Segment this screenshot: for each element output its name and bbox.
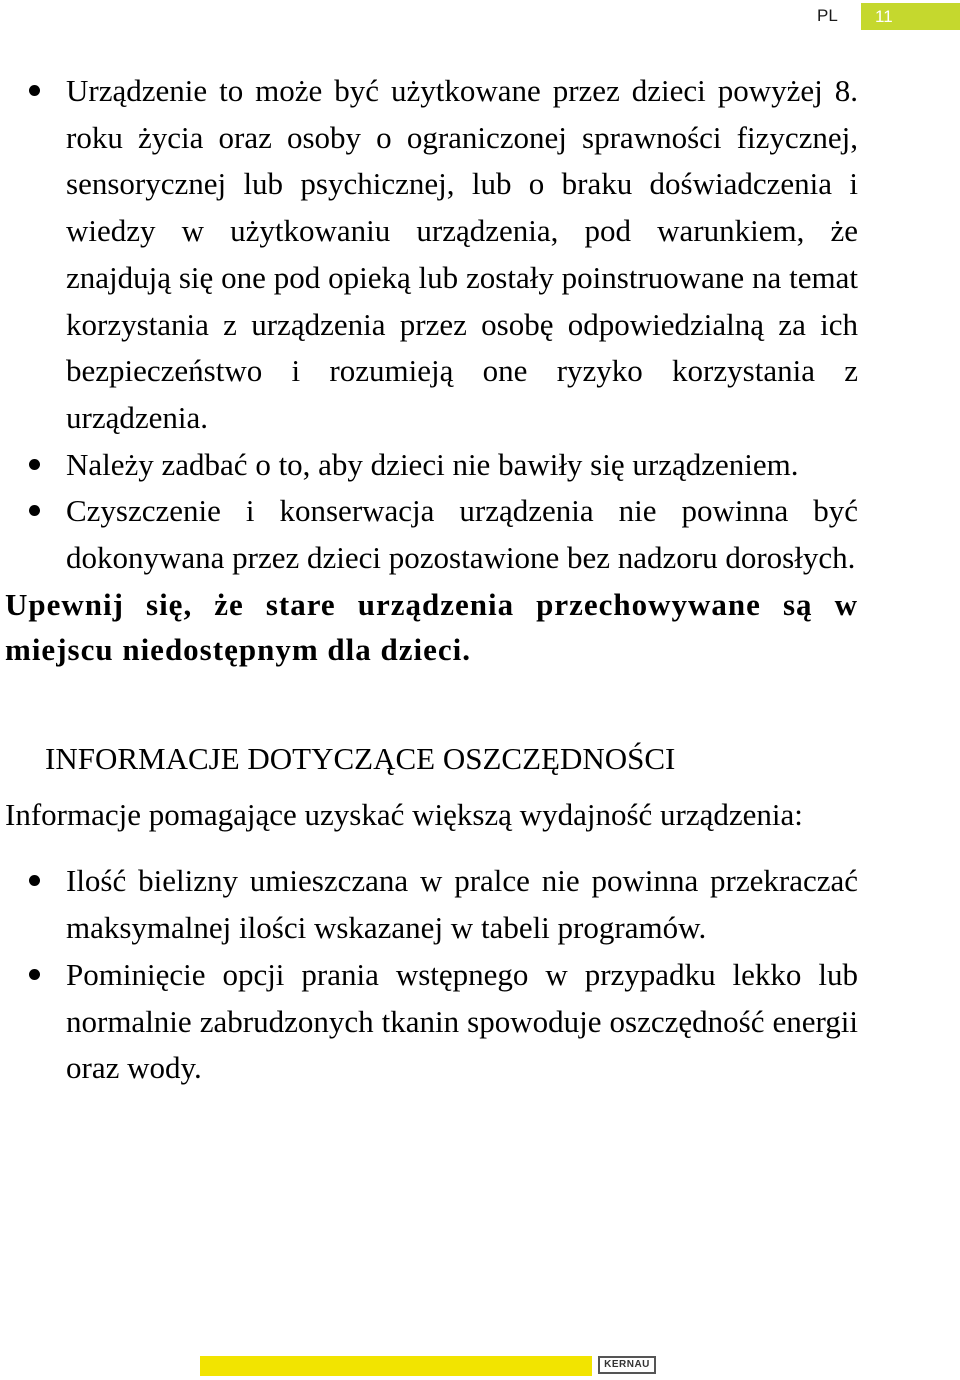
list-item (5, 68, 858, 442)
storage-warning: Upewnij się, że stare urządzenia przechowywane są w miejscu niedostępnym dla dzieci. (5, 586, 858, 667)
list-item-text: Należy zadbać o to, aby dzieci nie bawiły się urządzeniem. (66, 446, 799, 482)
section-intro: Informacje pomagające uzyskać większą wydajność urządzenia: (5, 796, 803, 832)
page-content (5, 68, 858, 1092)
list-item-text: Urządzenie to może być użytkowane przez dzieci powyżej 8. roku życia oraz osoby o ograniczonej sprawności fizycznej, sensorycznej lub psychicznej, lub o braku doświadczenia i wiedzy w użytkowaniu urządzenia, pod warunkiem, że znajdują się one pod opieką lub zostały poinstruowane na temat korzystania z urządzenia przez osobę odpowiedzialną za ich bezpieczeństwo i rozumieją one ryzyko korzystania z urządzenia. (66, 73, 858, 435)
page-language-label: PL (817, 6, 838, 25)
section-heading: INFORMACJE DOTYCZĄCE OSZCZĘDNOŚCI (45, 740, 676, 776)
list-item-text: Czyszczenie i konserwacja urządzenia nie powinna być dokonywana przez dzieci pozostawione bez nadzoru dorosłych. (66, 493, 858, 576)
footer-bar (200, 1356, 592, 1376)
savings-bullet-list (5, 858, 858, 1092)
list-item (5, 488, 858, 581)
bullet-icon (29, 85, 40, 96)
brand-logo: KERNAU (598, 1356, 656, 1374)
list-item (5, 858, 858, 951)
list-item-text: Ilość bielizny umieszczana w pralce nie powinna przekraczać maksymalnej ilości wskazanej w tabeli programów. (66, 863, 858, 946)
list-item (5, 952, 858, 1092)
page-number-badge: 11 (861, 3, 960, 30)
bullet-icon (29, 505, 40, 516)
bullet-icon (29, 459, 40, 470)
bullet-icon (29, 969, 40, 980)
list-item-text: Pominięcie opcji prania wstępnego w przypadku lekko lub normalnie zabrudzonych tkanin spowoduje oszczędność energii oraz wody. (66, 956, 858, 1086)
safety-bullet-list (5, 68, 858, 582)
list-item (5, 442, 858, 489)
bullet-icon (29, 875, 40, 886)
